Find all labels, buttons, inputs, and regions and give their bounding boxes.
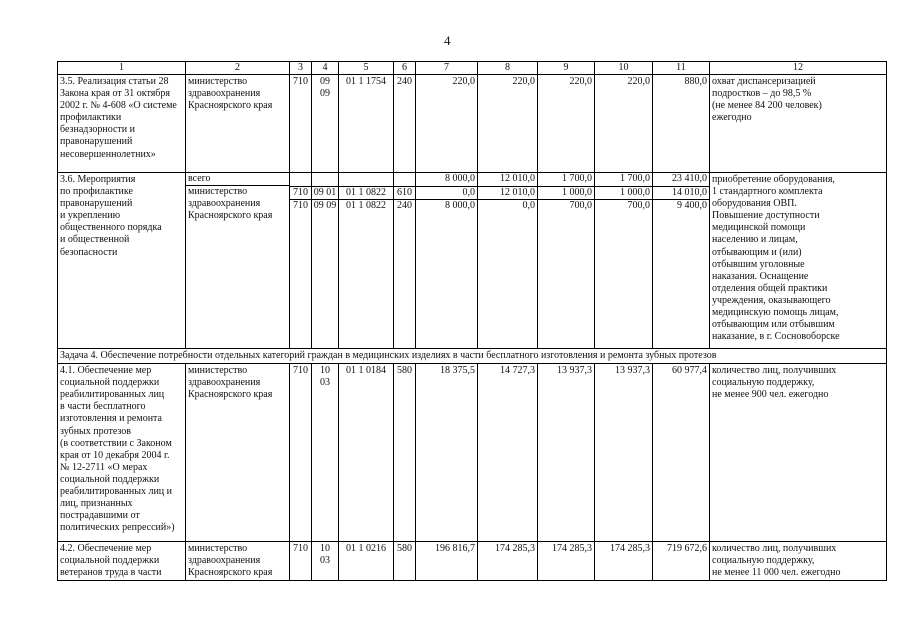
expected-result: приобретение оборудования, 1 стандартного комплекта оборудования ОВП. Повышение доступности медицинской помощи населению и лицам, отбывающим и (или) отбывшим уголовные наказания. Оснащение отделения общей практики учреждения, оказывающего медицинскую помощь лицам, отбывающим или отбывшим наказание, в г. Сосновоборске — [710, 173, 887, 349]
amount-total: 60 977,4 — [653, 364, 710, 542]
grbs-code: 710 — [290, 75, 312, 173]
vr-code: 240 — [394, 75, 416, 173]
amount-year-4: 220,0 — [595, 75, 653, 173]
rzpr-code: 10 03 — [312, 542, 339, 581]
header-cell: 12 — [710, 62, 887, 75]
expected-result: количество лиц, получивших социальную поддержку, не менее 900 чел. ежегодно — [710, 364, 887, 542]
amount-year-1: 18 375,5 — [416, 364, 478, 542]
header-cell: 11 — [653, 62, 710, 75]
executor: всего министерство здравоохранения Красноярского края — [186, 173, 290, 349]
header-cell: 10 — [595, 62, 653, 75]
vr-code: 580 — [394, 364, 416, 542]
activity-name: 4.1. Обеспечение мер социальной поддержки реабилитированных лиц в части бесплатного изготовления и ремонта зубных протезов (в соответствии с Законом края от 10 декабря 2004 г. № 12-2711 «О мерах социальной поддержки реабилитированных лиц и лиц, признанных пострадавшими от политических репрессий») — [58, 364, 186, 542]
amount-year-4: 174 285,3 — [595, 542, 653, 581]
header-cell: 6 — [394, 62, 416, 75]
csr-code: 01 1 0822 01 1 0822 — [339, 173, 394, 349]
amount-total: 23 410,0 14 010,0 9 400,0 — [653, 173, 710, 349]
rzpr-code: 09 09 — [312, 75, 339, 173]
header-cell: 1 — [58, 62, 186, 75]
amount-year-1: 220,0 — [416, 75, 478, 173]
activity-name: 3.6. Мероприятия по профилактике правонарушений и укреплению общественного порядка и общественной безопасности — [58, 173, 186, 349]
csr-code: 01 1 0184 — [339, 364, 394, 542]
rzpr-code: 09 01 09 09 — [312, 173, 339, 349]
table-row — [58, 75, 887, 173]
expected-result: количество лиц, получивших социальную поддержку, не менее 11 000 чел. ежегодно — [710, 542, 887, 581]
csr-code: 01 1 0216 — [339, 542, 394, 581]
table-row — [58, 542, 887, 581]
amount-year-2: 174 285,3 — [478, 542, 538, 581]
executor: министерство здравоохранения Красноярского края — [186, 75, 290, 173]
header-row — [58, 62, 887, 75]
amount-year-4: 1 700,0 1 000,0 700,0 — [595, 173, 653, 349]
activity-name: 4.2. Обеспечение мер социальной поддержки ветеранов труда в части — [58, 542, 186, 581]
header-cell: 5 — [339, 62, 394, 75]
header-cell: 3 — [290, 62, 312, 75]
amount-year-1: 196 816,7 — [416, 542, 478, 581]
amount-year-2: 14 727,3 — [478, 364, 538, 542]
amount-year-2: 12 010,0 12 010,0 0,0 — [478, 173, 538, 349]
grbs-code: 710 710 — [290, 173, 312, 349]
amount-year-1: 8 000,0 0,0 8 000,0 — [416, 173, 478, 349]
header-cell: 9 — [538, 62, 595, 75]
grbs-code: 710 — [290, 542, 312, 581]
executor: министерство здравоохранения Красноярского края — [186, 542, 290, 581]
page-number: 4 — [444, 33, 451, 48]
amount-year-3: 220,0 — [538, 75, 595, 173]
amount-year-3: 174 285,3 — [538, 542, 595, 581]
rzpr-code: 10 03 — [312, 364, 339, 542]
table-row — [58, 364, 887, 542]
amount-year-3: 13 937,3 — [538, 364, 595, 542]
expected-result: охват диспансеризацией подростков – до 98,5 % (не менее 84 200 человек) ежегодно — [710, 75, 887, 173]
csr-code: 01 1 1754 — [339, 75, 394, 173]
amount-year-3: 1 700,0 1 000,0 700,0 — [538, 173, 595, 349]
header-cell: 2 — [186, 62, 290, 75]
amount-year-4: 13 937,3 — [595, 364, 653, 542]
grbs-code: 710 — [290, 364, 312, 542]
executor: министерство здравоохранения Красноярского края — [186, 364, 290, 542]
vr-code: 610 240 — [394, 173, 416, 349]
activity-name: 3.5. Реализация статьи 28 Закона края от 31 октября 2002 г. № 4-608 «О системе профилактики безнадзорности и правонарушений несовершеннолетних» — [58, 75, 186, 173]
header-cell: 4 — [312, 62, 339, 75]
amount-total: 719 672,6 — [653, 542, 710, 581]
program-table — [57, 61, 887, 581]
table-row — [58, 173, 887, 349]
task-row — [58, 349, 887, 364]
amount-total: 880,0 — [653, 75, 710, 173]
amount-year-2: 220,0 — [478, 75, 538, 173]
header-cell: 8 — [478, 62, 538, 75]
header-cell: 7 — [416, 62, 478, 75]
task-title: Задача 4. Обеспечение потребности отдельных категорий граждан в медицинских изделиях в части бесплатного изготовления и ремонта зубных протезов — [58, 349, 887, 364]
vr-code: 580 — [394, 542, 416, 581]
